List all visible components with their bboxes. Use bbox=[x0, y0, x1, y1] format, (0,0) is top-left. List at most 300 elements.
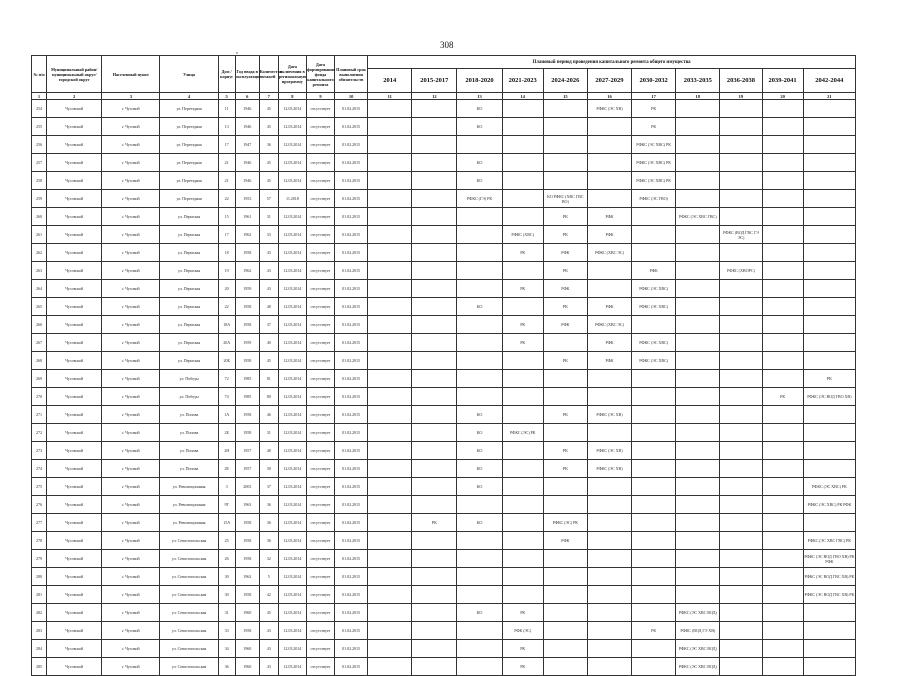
period-cell bbox=[543, 388, 587, 406]
period-cell bbox=[676, 442, 720, 460]
period-cell bbox=[676, 514, 720, 532]
period-cell bbox=[368, 514, 412, 532]
date-included-cell: 12.03.2014 bbox=[278, 316, 306, 334]
table-row bbox=[32, 586, 856, 604]
row-number: 259 bbox=[32, 190, 47, 208]
house-cell: 2Н bbox=[218, 442, 235, 460]
table-row bbox=[32, 298, 856, 316]
period-cell bbox=[543, 496, 587, 514]
period-cell: РФКС (ЭС ВОД ГВС ХВ) РК bbox=[803, 586, 855, 604]
settlement-cell: г. Чусовой bbox=[102, 226, 160, 244]
period-cell bbox=[457, 640, 502, 658]
municipal-cell: Чусовской bbox=[47, 550, 102, 568]
table-row bbox=[32, 334, 856, 352]
floors-cell: 46 bbox=[259, 406, 278, 424]
period-cell bbox=[632, 370, 676, 388]
date-fund-cell: отсутствует bbox=[306, 622, 334, 640]
period-cell bbox=[720, 514, 762, 532]
period-cell bbox=[803, 136, 855, 154]
date-included-cell: 12.03.2014 bbox=[278, 424, 306, 442]
period-cell bbox=[457, 568, 502, 586]
year-cell: 1958 bbox=[235, 244, 259, 262]
period-cell bbox=[632, 550, 676, 568]
year-cell: 1957 bbox=[235, 460, 259, 478]
period-cell bbox=[502, 550, 543, 568]
row-number: 273 bbox=[32, 442, 47, 460]
year-cell: 1953 bbox=[235, 190, 259, 208]
period-cell: РФК bbox=[543, 316, 587, 334]
period-cell bbox=[720, 622, 762, 640]
period-cell bbox=[676, 280, 720, 298]
period-cell bbox=[720, 100, 762, 118]
period-cell bbox=[543, 172, 587, 190]
date-included-cell: 12.03.2014 bbox=[278, 442, 306, 460]
period-cell bbox=[457, 586, 502, 604]
date-fund-cell: отсутствует bbox=[306, 460, 334, 478]
period-cell bbox=[803, 154, 855, 172]
house-cell: 17 bbox=[218, 136, 235, 154]
date-included-cell: 12.03.2014 bbox=[278, 388, 306, 406]
date-fund-cell: отсутствует bbox=[306, 334, 334, 352]
period-cell: РФКС (ЭС ХВС) РК bbox=[803, 478, 855, 496]
year-cell: 1958 bbox=[235, 424, 259, 442]
date-fund-cell: отсутствует bbox=[306, 406, 334, 424]
period-cell bbox=[803, 118, 855, 136]
settlement-cell: г. Чусовой bbox=[102, 424, 160, 442]
period-cell: КО bbox=[457, 100, 502, 118]
period-cell bbox=[502, 586, 543, 604]
table-header bbox=[32, 56, 856, 100]
period-cell bbox=[632, 586, 676, 604]
house-cell: 9Т bbox=[218, 496, 235, 514]
house-cell: 18А bbox=[218, 316, 235, 334]
municipal-cell: Чусовской bbox=[47, 190, 102, 208]
period-cell bbox=[543, 550, 587, 568]
period-cell bbox=[412, 226, 457, 244]
street-cell: ул. Попова bbox=[160, 460, 218, 478]
settlement-cell: г. Чусовой bbox=[102, 118, 160, 136]
period-cell bbox=[632, 478, 676, 496]
period-cell bbox=[632, 244, 676, 262]
period-cell bbox=[412, 190, 457, 208]
date-included-cell: 12.03.2014 bbox=[278, 496, 306, 514]
period-cell: КО РФКС (ХВС ГВС ВО) bbox=[543, 190, 587, 208]
period-cell: РФКС (ЭС ХВ) bbox=[587, 100, 631, 118]
period-cell: КО bbox=[457, 118, 502, 136]
column-number: 14 bbox=[502, 93, 543, 100]
period-cell bbox=[803, 442, 855, 460]
settlement-cell: г. Чусовой bbox=[102, 406, 160, 424]
date-fund-cell: отсутствует bbox=[306, 550, 334, 568]
period-cell bbox=[368, 550, 412, 568]
house-cell: 13 bbox=[218, 118, 235, 136]
row-number: 256 bbox=[32, 136, 47, 154]
period-cell bbox=[762, 532, 803, 550]
period-cell bbox=[762, 550, 803, 568]
period-cell bbox=[676, 370, 720, 388]
municipal-cell: Чусовской bbox=[47, 406, 102, 424]
period-cell bbox=[632, 658, 676, 676]
column-number: 4 bbox=[160, 93, 218, 100]
period-cell: РФКС (ХВС ЭС) bbox=[587, 244, 631, 262]
period-cell: РК bbox=[502, 316, 543, 334]
period-cell bbox=[368, 118, 412, 136]
period-cell bbox=[502, 460, 543, 478]
period-cell bbox=[632, 640, 676, 658]
period-cell bbox=[676, 118, 720, 136]
settlement-cell: г. Чусовой bbox=[102, 532, 160, 550]
floors-cell: 43 bbox=[259, 640, 278, 658]
date-fund-cell: отсутствует bbox=[306, 208, 334, 226]
settlement-cell: г. Чусовой bbox=[102, 136, 160, 154]
period-cell bbox=[632, 226, 676, 244]
period-cell bbox=[587, 190, 631, 208]
period-cell bbox=[457, 658, 502, 676]
period-cell: РФКС (ВОД ГЭ ХВ) bbox=[676, 622, 720, 640]
period-cell bbox=[632, 514, 676, 532]
period-cell bbox=[412, 280, 457, 298]
year-cell: 1958 bbox=[235, 550, 259, 568]
period-cell bbox=[803, 424, 855, 442]
floors-cell: 48 bbox=[259, 298, 278, 316]
house-cell: 25 bbox=[218, 532, 235, 550]
house-cell: 33 bbox=[218, 622, 235, 640]
settlement-cell: г. Чусовой bbox=[102, 244, 160, 262]
date-fund-cell: отсутствует bbox=[306, 370, 334, 388]
row-number: 280 bbox=[32, 568, 47, 586]
period-cell bbox=[676, 352, 720, 370]
street-cell: ул. Пермская bbox=[160, 334, 218, 352]
period-cell bbox=[762, 244, 803, 262]
year-cell: 1958 bbox=[235, 532, 259, 550]
period-cell bbox=[720, 172, 762, 190]
period-cell: РК bbox=[543, 208, 587, 226]
period-cell bbox=[803, 208, 855, 226]
period-cell bbox=[412, 316, 457, 334]
plan-deadline-cell: 01.02.2015 bbox=[335, 154, 368, 172]
period-cell bbox=[368, 208, 412, 226]
period-cell: РК bbox=[543, 352, 587, 370]
header-street: Улица bbox=[160, 56, 218, 93]
year-cell: 2003 bbox=[235, 478, 259, 496]
row-number: 281 bbox=[32, 586, 47, 604]
row-number: 279 bbox=[32, 550, 47, 568]
municipal-cell: Чусовской bbox=[47, 424, 102, 442]
house-cell: 20А bbox=[218, 334, 235, 352]
row-number: 278 bbox=[32, 532, 47, 550]
period-cell: РФКС (ЭС ХВС) РК РФК bbox=[803, 496, 855, 514]
year-cell: 1958 bbox=[235, 514, 259, 532]
date-included-cell: 12.03.2014 bbox=[278, 280, 306, 298]
period-cell bbox=[412, 604, 457, 622]
period-cell bbox=[457, 550, 502, 568]
row-number: 266 bbox=[32, 316, 47, 334]
period-cell bbox=[803, 460, 855, 478]
table-row bbox=[32, 406, 856, 424]
year-cell: 1960 bbox=[235, 658, 259, 676]
period-cell bbox=[502, 298, 543, 316]
municipal-cell: Чусовской bbox=[47, 460, 102, 478]
period-cell: РФКС (ЭС ХВС) РК bbox=[632, 172, 676, 190]
period-cell bbox=[762, 100, 803, 118]
period-cell bbox=[412, 208, 457, 226]
street-cell: ул. Пермская bbox=[160, 226, 218, 244]
period-cell bbox=[502, 118, 543, 136]
settlement-cell: г. Чусовой bbox=[102, 388, 160, 406]
date-included-cell: 12.03.2014 bbox=[278, 550, 306, 568]
period-cell bbox=[412, 496, 457, 514]
period-cell bbox=[762, 316, 803, 334]
column-number: 21 bbox=[803, 93, 855, 100]
period-cell bbox=[720, 334, 762, 352]
period-cell bbox=[803, 514, 855, 532]
date-included-cell: 12.03.2014 bbox=[278, 514, 306, 532]
table-row bbox=[32, 388, 856, 406]
row-number: 255 bbox=[32, 118, 47, 136]
header-period: 2036-2038 bbox=[720, 69, 762, 93]
date-included-cell: 12.03.2014 bbox=[278, 406, 306, 424]
period-cell bbox=[412, 640, 457, 658]
period-cell: РК bbox=[632, 622, 676, 640]
period-cell bbox=[720, 244, 762, 262]
house-cell: 36 bbox=[218, 658, 235, 676]
period-cell: РФК bbox=[543, 244, 587, 262]
period-cell bbox=[676, 496, 720, 514]
plan-deadline-cell: 01.02.2015 bbox=[335, 352, 368, 370]
period-cell bbox=[412, 406, 457, 424]
period-cell bbox=[803, 100, 855, 118]
header-period: 2033-2035 bbox=[676, 69, 720, 93]
date-fund-cell: отсутствует bbox=[306, 496, 334, 514]
column-number: 9 bbox=[306, 93, 334, 100]
period-cell bbox=[502, 442, 543, 460]
plan-deadline-cell: 01.02.2015 bbox=[335, 262, 368, 280]
period-cell bbox=[412, 424, 457, 442]
period-cell: КО bbox=[457, 478, 502, 496]
period-cell bbox=[762, 424, 803, 442]
period-cell bbox=[720, 190, 762, 208]
settlement-cell: г. Чусовой bbox=[102, 280, 160, 298]
floors-cell: 45 bbox=[259, 352, 278, 370]
table-row bbox=[32, 118, 856, 136]
column-number: 13 bbox=[457, 93, 502, 100]
period-cell bbox=[720, 604, 762, 622]
period-cell bbox=[412, 622, 457, 640]
period-cell: РК bbox=[502, 280, 543, 298]
column-number: 15 bbox=[543, 93, 587, 100]
date-fund-cell: отсутствует bbox=[306, 478, 334, 496]
period-cell bbox=[803, 604, 855, 622]
period-cell bbox=[368, 316, 412, 334]
date-fund-cell: отсутствует bbox=[306, 262, 334, 280]
settlement-cell: г. Чусовой bbox=[102, 640, 160, 658]
page-number: 308 bbox=[440, 40, 454, 50]
period-cell: РФК bbox=[587, 298, 631, 316]
period-cell bbox=[502, 154, 543, 172]
table-row bbox=[32, 226, 856, 244]
floors-cell: 43 bbox=[259, 262, 278, 280]
year-cell: 1962 bbox=[235, 568, 259, 586]
plan-deadline-cell: 01.02.2015 bbox=[335, 118, 368, 136]
floors-cell: 43 bbox=[259, 622, 278, 640]
date-included-cell: 12.03.2014 bbox=[278, 658, 306, 676]
period-cell bbox=[543, 478, 587, 496]
year-cell: 1958 bbox=[235, 316, 259, 334]
period-cell bbox=[720, 352, 762, 370]
floors-cell: 30 bbox=[259, 460, 278, 478]
street-cell: ул. Пермская bbox=[160, 316, 218, 334]
street-cell: ул. Революционная bbox=[160, 478, 218, 496]
row-number: 268 bbox=[32, 352, 47, 370]
plan-deadline-cell: 01.02.2015 bbox=[335, 460, 368, 478]
row-number: 258 bbox=[32, 172, 47, 190]
period-cell bbox=[587, 514, 631, 532]
date-included-cell: 12.03.2014 bbox=[278, 154, 306, 172]
table-row bbox=[32, 190, 856, 208]
period-cell bbox=[632, 496, 676, 514]
row-number: 262 bbox=[32, 244, 47, 262]
period-cell: РФКС (ЭС ВОД ГВО ХВ) bbox=[803, 388, 855, 406]
municipal-cell: Чусовской bbox=[47, 298, 102, 316]
street-cell: ул. Переездная bbox=[160, 172, 218, 190]
settlement-cell: г. Чусовой bbox=[102, 460, 160, 478]
period-cell bbox=[543, 568, 587, 586]
date-fund-cell: отсутствует bbox=[306, 118, 334, 136]
plan-deadline-cell: 01.02.2015 bbox=[335, 424, 368, 442]
header-period: 2027-2029 bbox=[587, 69, 631, 93]
period-cell bbox=[720, 640, 762, 658]
header-period: 2039-2041 bbox=[762, 69, 803, 93]
period-cell bbox=[762, 154, 803, 172]
column-number: 1 bbox=[32, 93, 47, 100]
period-cell bbox=[762, 334, 803, 352]
period-cell bbox=[543, 118, 587, 136]
period-cell bbox=[676, 478, 720, 496]
settlement-cell: г. Чусовой bbox=[102, 208, 160, 226]
period-cell bbox=[632, 406, 676, 424]
date-included-cell: 12.03.2014 bbox=[278, 352, 306, 370]
period-cell: РК bbox=[502, 658, 543, 676]
period-cell bbox=[543, 640, 587, 658]
table-row bbox=[32, 550, 856, 568]
settlement-cell: г. Чусовой bbox=[102, 514, 160, 532]
date-fund-cell: отсутствует bbox=[306, 514, 334, 532]
street-cell: ул. Переездная bbox=[160, 100, 218, 118]
period-cell: РК bbox=[543, 442, 587, 460]
period-cell bbox=[762, 604, 803, 622]
row-number: 263 bbox=[32, 262, 47, 280]
municipal-cell: Чусовской bbox=[47, 208, 102, 226]
house-cell: 21 bbox=[218, 154, 235, 172]
row-number: 271 bbox=[32, 406, 47, 424]
period-cell bbox=[587, 604, 631, 622]
floors-cell: 81 bbox=[259, 370, 278, 388]
street-cell: ул. Победы bbox=[160, 388, 218, 406]
settlement-cell: г. Чусовой bbox=[102, 262, 160, 280]
column-number: 10 bbox=[335, 93, 368, 100]
header-date-fund: Дата формирования фонда капитального ремонта bbox=[306, 56, 334, 93]
period-cell bbox=[543, 658, 587, 676]
table-row bbox=[32, 496, 856, 514]
house-cell: 22 bbox=[218, 190, 235, 208]
period-cell bbox=[720, 406, 762, 424]
street-cell: ул. Пермская bbox=[160, 298, 218, 316]
date-fund-cell: отсутствует bbox=[306, 586, 334, 604]
period-cell bbox=[676, 568, 720, 586]
period-cell bbox=[368, 622, 412, 640]
plan-deadline-cell: 01.02.2015 bbox=[335, 568, 368, 586]
period-cell: РК bbox=[502, 334, 543, 352]
floors-cell: 36 bbox=[259, 514, 278, 532]
period-cell bbox=[720, 586, 762, 604]
period-cell bbox=[412, 172, 457, 190]
table-row bbox=[32, 442, 856, 460]
house-cell: 11 bbox=[218, 100, 235, 118]
date-included-cell: 12.03.2014 bbox=[278, 334, 306, 352]
header-municipal: Муниципальный район/муниципальный округ/городской округ bbox=[47, 56, 102, 93]
header-house: Дом / корпус bbox=[218, 56, 235, 93]
floors-cell: 43 bbox=[259, 658, 278, 676]
period-cell bbox=[457, 262, 502, 280]
floors-cell: 33 bbox=[259, 226, 278, 244]
column-number: 17 bbox=[632, 93, 676, 100]
period-cell bbox=[412, 388, 457, 406]
period-cell: РК bbox=[543, 298, 587, 316]
municipal-cell: Чусовской bbox=[47, 514, 102, 532]
settlement-cell: г. Чусовой bbox=[102, 352, 160, 370]
floors-cell: 48 bbox=[259, 442, 278, 460]
period-cell bbox=[803, 226, 855, 244]
period-cell bbox=[803, 334, 855, 352]
period-cell bbox=[587, 118, 631, 136]
row-number: 272 bbox=[32, 424, 47, 442]
house-cell: 72 bbox=[218, 370, 235, 388]
period-cell: РФК bbox=[587, 208, 631, 226]
period-cell bbox=[587, 136, 631, 154]
period-cell: КО bbox=[457, 406, 502, 424]
period-cell: РК bbox=[632, 100, 676, 118]
floors-cell: 31 bbox=[259, 424, 278, 442]
settlement-cell: г. Чусовой bbox=[102, 568, 160, 586]
municipal-cell: Чусовской bbox=[47, 370, 102, 388]
period-cell bbox=[587, 262, 631, 280]
plan-deadline-cell: 01.02.2015 bbox=[335, 316, 368, 334]
street-cell: ул. Севастопольская bbox=[160, 550, 218, 568]
period-cell bbox=[762, 208, 803, 226]
row-number: 254 bbox=[32, 100, 47, 118]
period-cell bbox=[676, 154, 720, 172]
period-cell bbox=[676, 100, 720, 118]
period-cell bbox=[762, 640, 803, 658]
table-row bbox=[32, 604, 856, 622]
street-cell: ул. Пермская bbox=[160, 262, 218, 280]
period-cell bbox=[676, 298, 720, 316]
period-cell bbox=[412, 334, 457, 352]
year-cell: 1958 bbox=[235, 298, 259, 316]
house-cell: 2Е bbox=[218, 460, 235, 478]
period-cell bbox=[676, 226, 720, 244]
period-cell bbox=[368, 478, 412, 496]
period-cell bbox=[368, 640, 412, 658]
plan-deadline-cell: 01.02.2015 bbox=[335, 190, 368, 208]
period-cell bbox=[543, 586, 587, 604]
period-cell: РФКС (ЭС ХВС) bbox=[632, 352, 676, 370]
period-cell bbox=[762, 622, 803, 640]
period-cell bbox=[720, 208, 762, 226]
period-cell bbox=[632, 532, 676, 550]
street-cell: ул. Севастопольская bbox=[160, 586, 218, 604]
municipal-cell: Чусовской bbox=[47, 388, 102, 406]
